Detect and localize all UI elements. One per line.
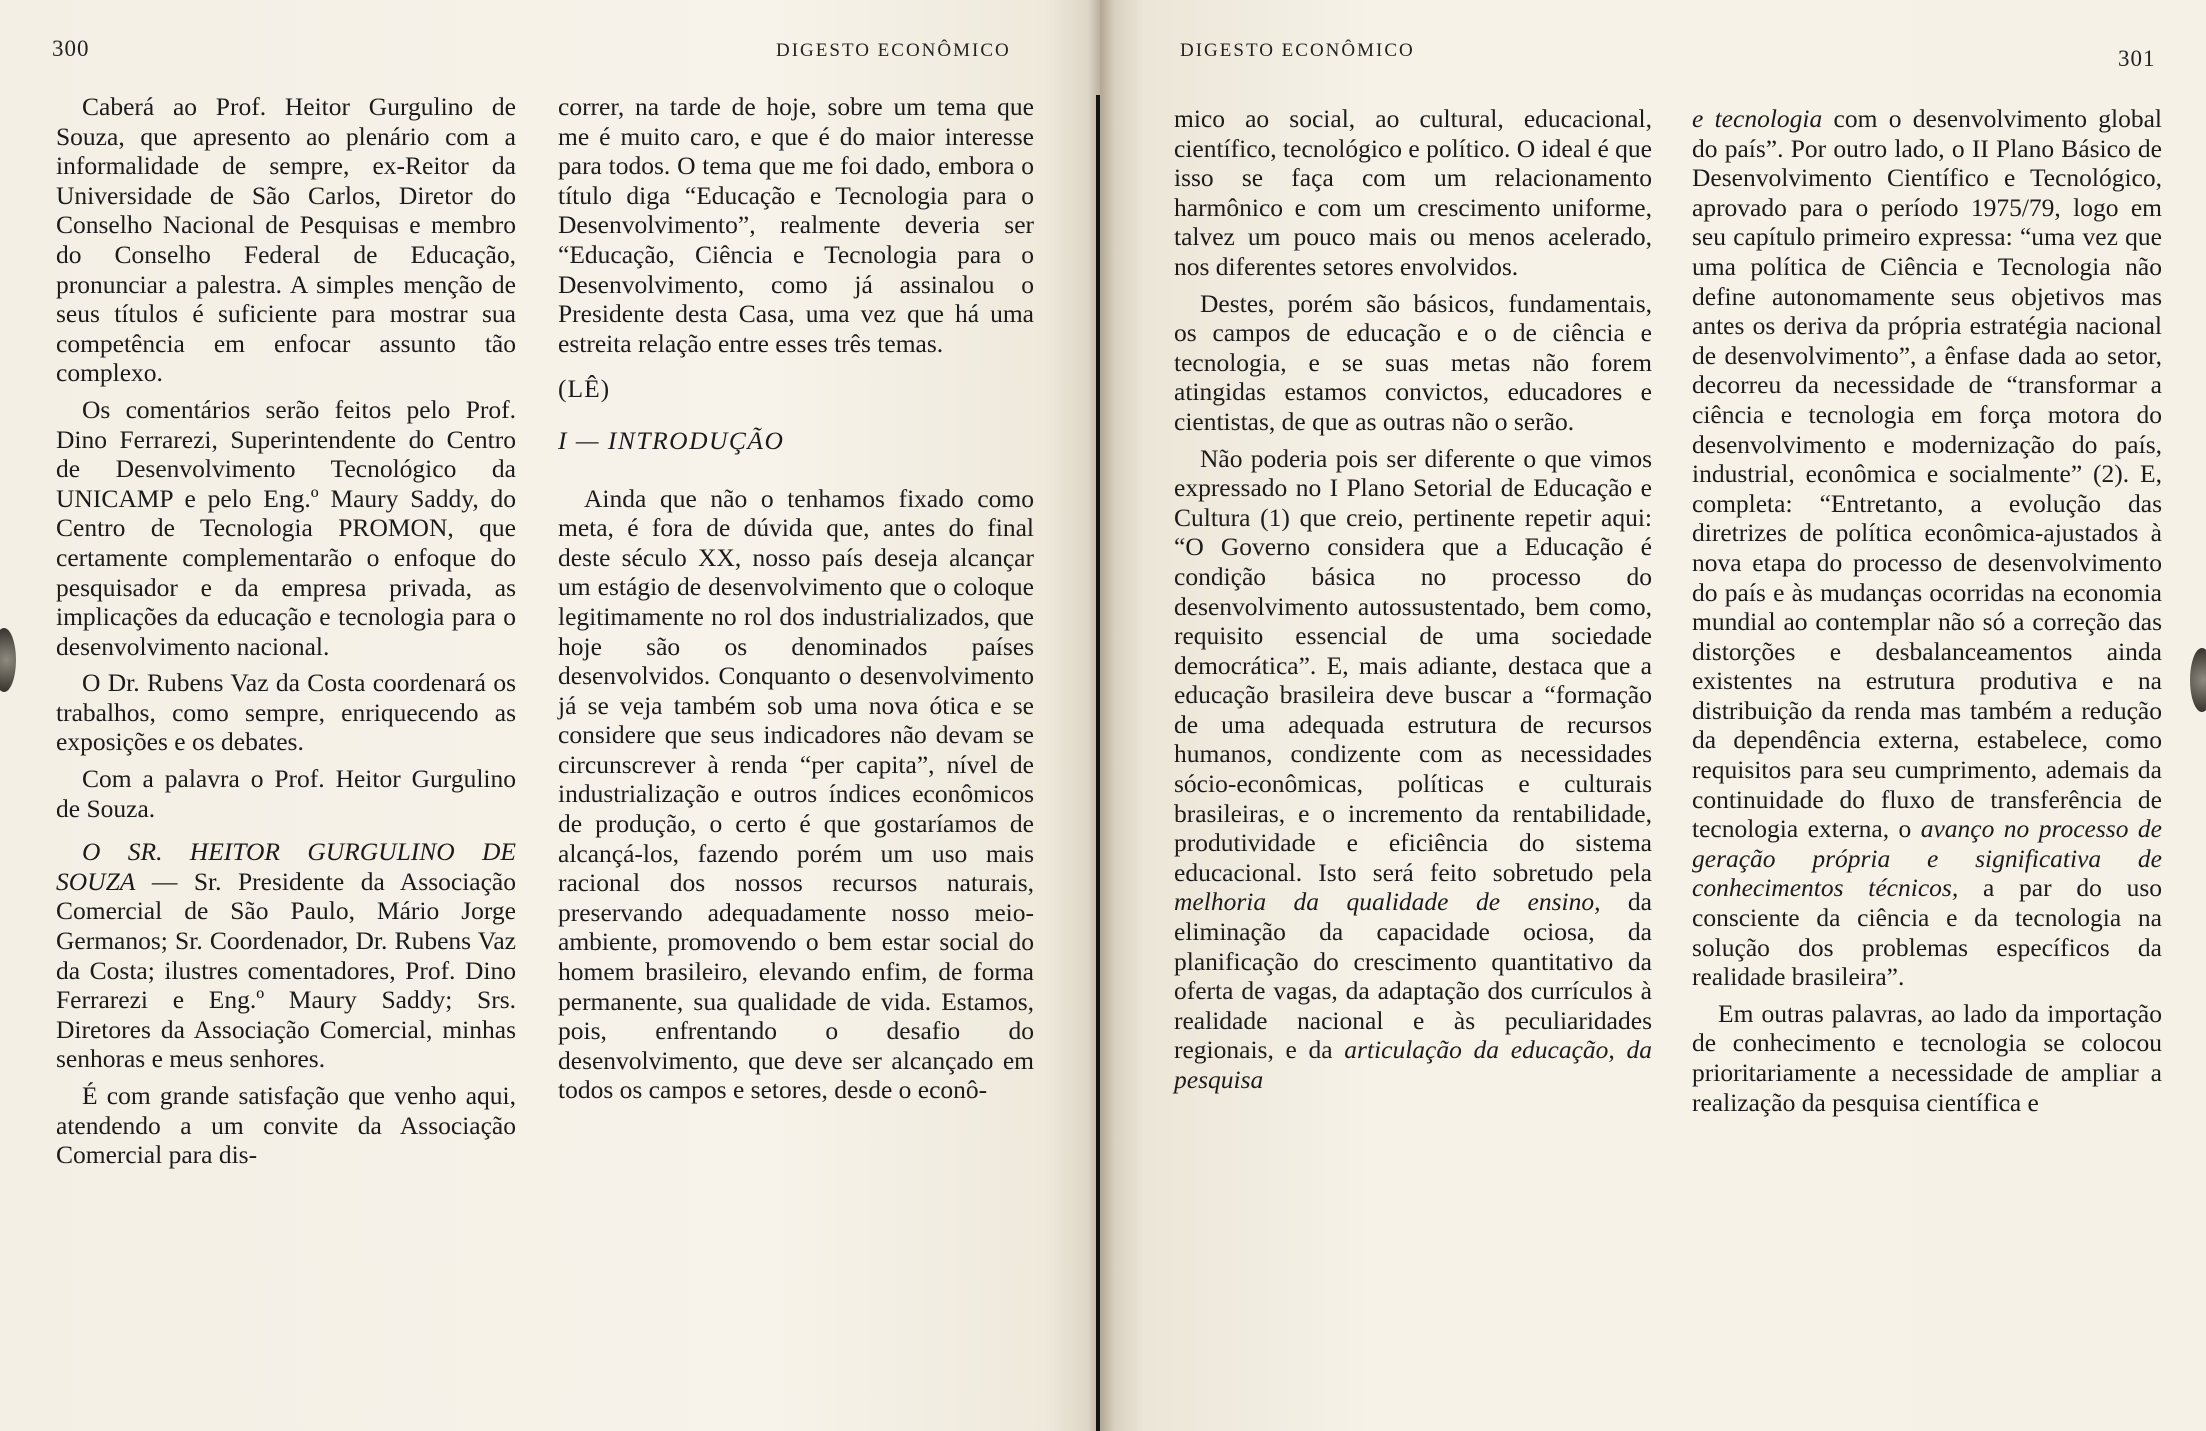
left-page (0, 0, 1100, 1431)
paragraph: correr, na tarde de hoje, sobre um tema que me é muito caro, e que é do maior interesse para todos. O tema que me foi dado, embora o título diga “Educação e Tecnologia para o Desenvolvimento”, realmente deveria ser “Educação, Ciência e Tecnologia para o Desenvolvimento, como já assinalou o Presidente desta Casa, uma vez que há uma estreita relação entre esses três temas. (558, 92, 1034, 358)
paragraph (1174, 444, 1652, 1095)
running-head-left: DIGESTO ECONÔMICO (776, 40, 1011, 61)
paragraph: mico ao social, ao cultural, educacional, científico, tecnológico e político. O ideal é que isso se faça com um relacionamento harmônico e com um crescimento uniforme, talvez um pouco mais ou menos acelerado, nos diferentes setores envolvidos. (1174, 104, 1652, 281)
binding-hole-right (2190, 648, 2206, 712)
text-run: a par do uso consciente da ciência e da tecnologia na solução dos problemas específicos da realidade brasileira”. (1692, 873, 2162, 992)
text-run: da eliminação da capacidade ociosa, da planificação do crescimento quantitativo da oferta de vagas, da adaptação dos currículos à realidade nacional e às peculiaridades regionais, e da (1174, 887, 1652, 1065)
paragraph: Em outras palavras, ao lado da importação de conhecimento e tecnologia se colocou prioritariamente a necessidade de ampliar a realização da pesquisa científica e (1692, 998, 2162, 1117)
section-heading: I — INTRODUÇÃO (558, 425, 785, 455)
column-4 (1692, 104, 2162, 1124)
paragraph: O Dr. Rubens Vaz da Costa coordenará os trabalhos, como sempre, enriquecendo as exposições e os debates. (56, 668, 516, 757)
gutter-shadow (1088, 0, 1114, 1431)
text-run: com o desenvolvimento global do país”. Por outro lado, o II Plano Básico de Desenvolvimento Científico e Tecnológico, aprovado para o período 1975/79, logo em seu capítulo primeiro expressa: “uma vez que uma política de Ciência e Tecnologia não define autonomamente seus objetivos mas antes os deriva da própria estratégia nacional de desenvolvimento”, a ênfase dada ao setor, decorreu da necessidade de “transformar a ciência e tecnologia em força motora do desenvolvimento e modernização do país, industrial, econômica e socialmente” (2). E, completa: “Entretanto, a evolução das diretrizes de política econômica-ajustados à nova etapa do processo de desenvolvimento do país e às mudanças ocorridas na economia mundial ao contemplar não só a correção das distorções e desbalanceamentos ainda existentes na estrutura produtiva e na distribuição da renda mas também a redução da dependência externa, estabelece, como requisitos para seu cumprimento, ademais da continuidade do fluxo de transferência de tecnologia externa, o (1692, 104, 2162, 844)
paragraph: Destes, porém são básicos, fundamentais, os campos de educação e o de ciência e tecnologia, e se suas metas não forem atingidas estamos convictos, educadores e cientistas, de que as outras não o serão. (1174, 288, 1652, 436)
paragraph (1692, 104, 2162, 992)
italic-run: melhoria da qualidade de ensino, (1174, 887, 1601, 917)
text-run: Não poderia pois ser diferente o que vimos expressado no I Plano Setorial de Educação e Cultura (1) que creio, pertinente repetir aqui: “O Governo considera que a Educação é condição básica no processo do desenvolvimento autossustentado, bem como, requisito essencial de uma sociedade democrática”. E, mais adiante, destaca que a educação brasileira deve buscar a “formação de uma adequada estrutura de recursos humanos, condizente com as necessidades sócio-econômicas, políticas e culturais brasileiras, e o incremento da rentabilidade, produtividade e eficiência do sistema educacional. Isto será feito sobretudo pela (1174, 443, 1652, 887)
paragraph: Caberá ao Prof. Heitor Gurgulino de Souza, que apresento ao plenário com a informalidade de sempre, ex-Reitor da Universidade de São Carlos, Diretor do Conselho Nacional de Pesquisas e membro do Conselho Federal de Educação, pronunciar a palestra. A simples menção de seus títulos é suficiente para mostrar sua competência em enfocar assunto tão complexo. (56, 92, 516, 388)
page-number-right: 301 (2118, 46, 2156, 71)
reading-label: (LÊ) (558, 374, 611, 404)
column-2 (558, 92, 1034, 1112)
binding-hole-left (0, 628, 16, 692)
paragraph: É com grande satisfação que venho aqui, atendendo a um convite da Associação Comercial para dis- (56, 1081, 516, 1170)
spine-line (1096, 95, 1100, 1431)
right-page (1100, 0, 2206, 1431)
page-number-left: 300 (52, 36, 90, 61)
italic-run: avanço no processo de geração própria e significativa de conhecimentos técnicos, (1692, 814, 2162, 903)
speaker-name: O SR. HEITOR GURGULINO DE SOUZA (56, 837, 516, 896)
running-head-right: DIGESTO ECONÔMICO (1180, 40, 1415, 61)
paragraph: Os comentários serão feitos pelo Prof. Dino Ferrarezi, Superintendente do Centro de Desenvolvimento Tecnológico da UNICAMP e pelo Eng.º Maury Saddy, do Centro de Tecnologia PROMON, que certamente complementarão o enfoque do pesquisador e da empresa privada, as implicações da educação e tecnologia para o desenvolvimento nacional. (56, 394, 516, 661)
paragraph: Com a palavra o Prof. Heitor Gurgulino de Souza. (56, 764, 516, 823)
speech-paragraph (56, 837, 516, 1074)
italic-run: e tecnologia (1692, 104, 1823, 133)
paragraph: Ainda que não o tenhamos fixado como meta, é fora de dúvida que, antes do final deste século XX, nosso país deseja alcançar um estágio de desenvolvimento que o coloque legitimamente no rol dos industrializados, que hoje são os denominados países desenvolvidos. Conquanto o desenvolvimento já se veja também sob uma nova ótica e se considere que seus indicadores não devam se circunscrever à renda “per capita”, nível de industrialização e outros índices econômicos de produção, o certo é que gostaríamos de alcançá-los, fazendo porém um uso mais racional dos nossos recursos naturais, preservando adequadamente nosso meio-ambiente, promovendo o bem estar social do homem brasileiro, elevando enfim, de forma permanente, sua qualidade de vida. Estamos, pois, enfrentando o desafio do desenvolvimento, que deve ser alcançado em todos os campos e setores, desde o econô- (558, 483, 1034, 1105)
column-1 (56, 92, 516, 1177)
column-3 (1174, 104, 1652, 1102)
italic-run: articulação da educação, da pesquisa (1174, 1035, 1652, 1094)
speech-text: — Sr. Presidente da Associação Comercial de São Paulo, Mário Jorge Germanos; Sr. Coordenador, Dr. Rubens Vaz da Costa; ilustres comentadores, Prof. Dino Ferrarezi e Eng.º Maury Saddy; Srs. Diretores da Associação Comercial, minhas senhoras e meus senhores. (56, 866, 516, 1074)
